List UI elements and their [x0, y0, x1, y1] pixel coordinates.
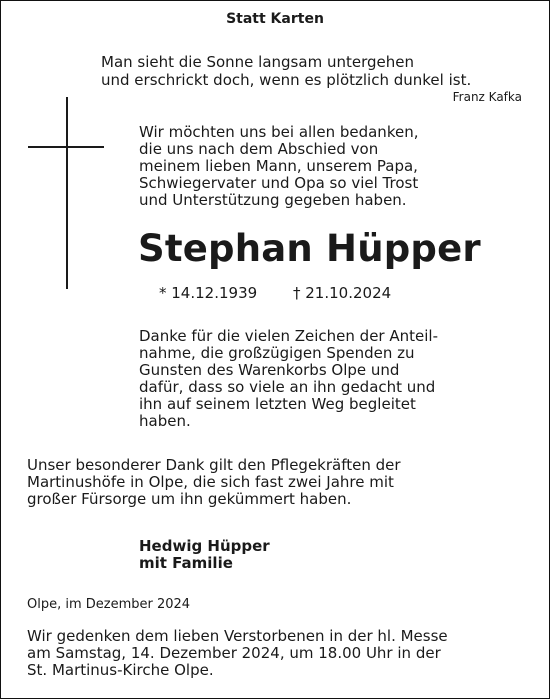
birth-date: * 14.12.1939	[159, 284, 258, 302]
thanks-paragraph	[139, 124, 439, 209]
signature-line: mit Familie	[139, 554, 233, 572]
thanks-line: Schwiegervater und Opa so viel Trost	[139, 174, 419, 192]
special-thanks-line: großer Fürsorge um ihn gekümmert haben.	[27, 490, 352, 508]
thanks-line: und Unterstützung gegeben haben.	[139, 191, 407, 209]
cross-icon	[66, 97, 68, 289]
quote-line: und erschrickt doch, wenn es plötzlich dunkel ist.	[101, 71, 472, 89]
kafka-quote	[101, 53, 501, 89]
place-date: Olpe, im Dezember 2024	[27, 597, 191, 612]
header-statt-karten: Statt Karten	[226, 11, 324, 27]
mass-line: Wir gedenken dem lieben Verstorbenen in der hl. Messe	[27, 627, 448, 645]
quote-line: Man sieht die Sonne langsam untergehen	[101, 53, 414, 71]
deceased-name: Stephan Hüpper	[138, 227, 481, 270]
thanks-line: die uns nach dem Abschied von	[139, 140, 379, 158]
thanks-line: Wir möchten uns bei allen bedanken,	[139, 123, 419, 141]
gratitude-line: haben.	[139, 412, 191, 430]
signature-block	[139, 538, 270, 572]
gratitude-line: ihn auf seinem letzten Weg begleitet	[139, 395, 416, 413]
gratitude-line: Gunsten des Warenkorbs Olpe und	[139, 361, 400, 379]
gratitude-paragraph	[139, 328, 469, 430]
death-date: † 21.10.2024	[293, 284, 392, 302]
thanks-line: meinem lieben Mann, unserem Papa,	[139, 157, 418, 175]
signature-line: Hedwig Hüpper	[139, 537, 270, 555]
special-thanks-line: Unser besonderer Dank gilt den Pflegekräften der	[27, 456, 401, 474]
cross-icon-bar	[28, 146, 104, 148]
quote-author: Franz Kafka	[452, 90, 522, 104]
gratitude-line: nahme, die großzügigen Spenden zu	[139, 344, 415, 362]
mass-line: am Samstag, 14. Dezember 2024, um 18.00 Uhr in der	[27, 644, 441, 662]
mass-line: St. Martinus-Kirche Olpe.	[27, 661, 214, 679]
gratitude-line: dafür, dass so viele an ihn gedacht und	[139, 378, 436, 396]
memorial-mass-paragraph	[27, 628, 527, 679]
special-thanks-line: Martinushöfe in Olpe, die sich fast zwei Jahre mit	[27, 473, 394, 491]
special-thanks-paragraph	[27, 457, 497, 508]
gratitude-line: Danke für die vielen Zeichen der Anteil-	[139, 327, 438, 345]
